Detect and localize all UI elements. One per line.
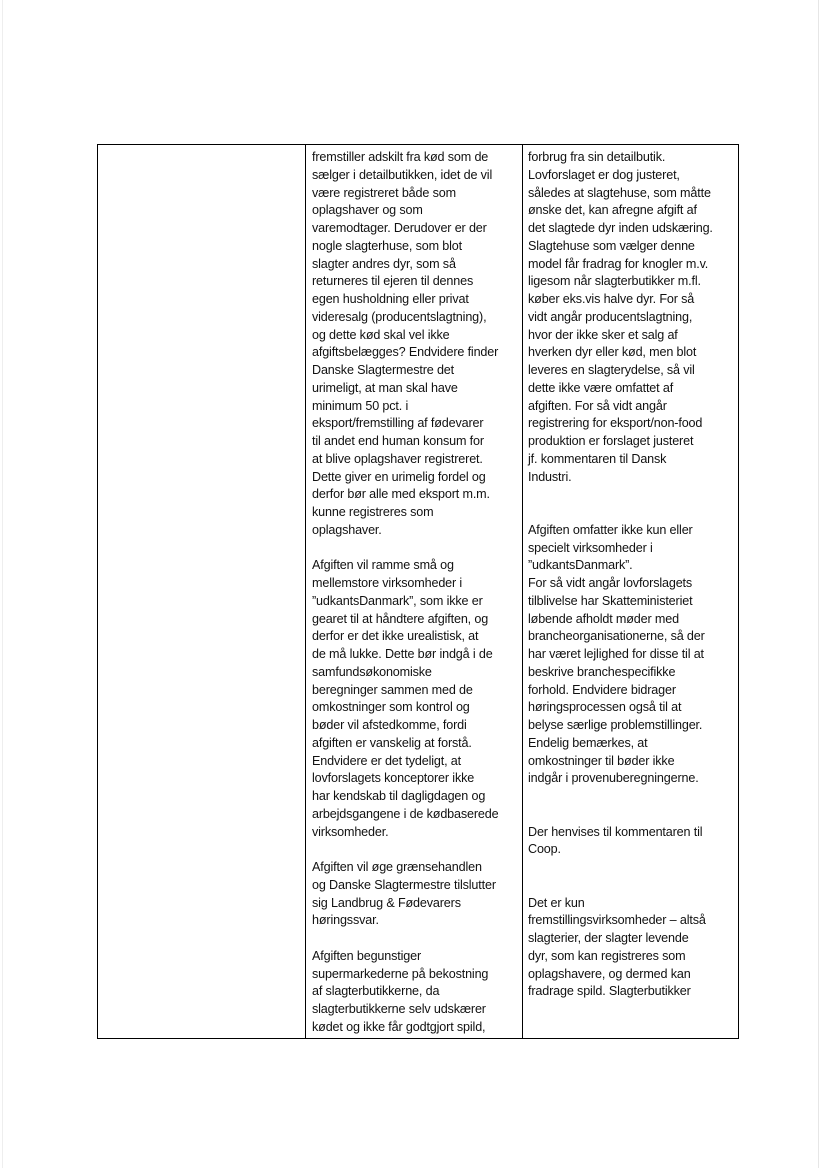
text-line: nogle slagterhuse, som blot	[312, 238, 462, 253]
text-line: afgiftsbelægges? Endvidere finder	[312, 345, 499, 360]
text-line: samfundsøkonomiske	[312, 664, 432, 679]
text-line: Afgiften vil ramme små og	[312, 558, 454, 573]
text-line: kødet og ikke får godtgjort spild,	[312, 1019, 486, 1034]
text-line: Afgiften begunstiger	[312, 948, 422, 963]
text-line: fremstillingsvirksomheder – altså	[528, 913, 706, 928]
text-line: har været lejlighed for disse til at	[528, 647, 704, 661]
text-line: ”udkantsDanmark”.	[528, 558, 633, 573]
text-line: beskrive branchespecifikke	[528, 664, 676, 679]
comment-table	[97, 144, 739, 1039]
text-line: Danske Slagtermestre det	[312, 363, 454, 377]
text-line: oplagshaver.	[312, 522, 382, 537]
paragraph	[312, 557, 518, 841]
text-line: beregninger sammen med de	[312, 682, 473, 697]
text-line: fremstiller adskilt fra kød som de	[312, 150, 489, 164]
text-line: returneres til ejeren til dennes	[312, 274, 474, 289]
text-line: tilblivelse har Skatteministeriet	[528, 593, 693, 608]
text-line: For så vidt angår lovforslagets	[528, 576, 693, 590]
text-line: slagterier, der slagter levende	[528, 931, 689, 945]
text-line: Slagtehuse som vælger denne	[528, 238, 695, 253]
text-line: derfor bør alle med eksport m.m.	[312, 487, 490, 502]
text-line: virksomheder.	[312, 824, 389, 839]
paragraph-gap	[312, 930, 518, 948]
text-line: videresalg (producentslagtning),	[312, 309, 487, 324]
text-line: varemodtager. Derudover er der	[312, 221, 487, 235]
paragraph	[528, 895, 736, 1002]
text-line: Endvidere er det tydeligt, at	[312, 753, 461, 768]
text-line: høringssvar.	[312, 913, 379, 928]
text-line: slagter andres dyr, som så	[312, 256, 456, 271]
text-line: supermarkederne på bekostning	[312, 966, 489, 981]
text-line: jf. kommentaren til Dansk	[528, 451, 667, 466]
text-line: høringsprocessen også til at	[528, 700, 682, 715]
text-line: Afgiften vil øge grænsehandlen	[312, 860, 482, 874]
text-line: minimum 50 pct. i	[312, 398, 409, 413]
text-line: Lovforslaget er dog justeret,	[528, 167, 680, 182]
ministry-response-column	[528, 149, 736, 1001]
scan-edge	[2, 0, 3, 1168]
text-line: og dette kød skal vel ikke	[312, 327, 450, 342]
text-line: forbrug fra sin detailbutik.	[528, 150, 666, 164]
text-line: oplagshavere, og dermed kan	[528, 966, 691, 981]
text-line: derfor er det ikke urealistisk, at	[312, 629, 479, 644]
scan-edge	[818, 0, 819, 1168]
text-line: specielt virksomheder i	[528, 540, 653, 555]
text-line: omkostninger som kontrol og	[312, 700, 470, 715]
text-line: sig Landbrug & Fødevarers	[312, 895, 461, 910]
text-line: hvor der ikke sker et salg af	[528, 327, 678, 342]
text-line: mellemstore virksomheder i	[312, 576, 463, 590]
paragraph-gap	[528, 859, 736, 877]
text-line: egen husholdning eller privat	[312, 292, 469, 306]
text-line: det slagtede dyr inden udskæring.	[528, 221, 713, 235]
paragraph-gap	[528, 788, 736, 806]
paragraph-gap	[312, 841, 518, 859]
text-line: være registreret både som	[312, 185, 456, 200]
text-line: slagterbutikkerne selv udskærer	[312, 1002, 486, 1016]
text-line: således at slagtehuse, som måtte	[528, 185, 711, 200]
text-line: dyr, som kan registreres som	[528, 948, 686, 963]
text-line: de må lukke. Dette bør indgå i de	[312, 647, 493, 661]
text-line: urimeligt, at man skal have	[312, 380, 458, 395]
text-line: ønske det, kan afregne afgift af	[528, 203, 697, 218]
text-line: fradrage spild. Slagterbutikker	[528, 984, 691, 999]
text-line: arbejdsgangene i de kødbaserede	[312, 806, 499, 821]
text-line: lovforslagets konceptorer ikke	[312, 771, 475, 786]
text-line: har kendskab til dagligdagen og	[312, 789, 486, 803]
paragraph	[312, 948, 518, 1037]
text-line: registrering for eksport/non-food	[528, 416, 703, 431]
text-line: afgiften. For så vidt angår	[528, 398, 667, 413]
text-line: dette ikke være omfattet af	[528, 380, 674, 395]
text-line: til andet end human konsum for	[312, 434, 484, 448]
text-line: løbende afholdt møder med	[528, 611, 679, 626]
paragraph	[528, 522, 736, 788]
text-line: Dette giver en urimelig fordel og	[312, 469, 486, 484]
text-line: brancheorganisationerne, så der	[528, 629, 705, 644]
text-line: gearet til at håndtere afgiften, og	[312, 611, 489, 626]
text-line: omkostninger til bøder ikke	[528, 753, 675, 768]
text-line: oplagshaver og som	[312, 203, 423, 218]
column-divider	[522, 145, 523, 1038]
text-line: model får fradrag for knogler m.v.	[528, 256, 709, 271]
column-divider	[305, 145, 306, 1038]
text-line: bøder vil afstedkomme, fordi	[312, 718, 467, 732]
text-line: kunne registreres som	[312, 505, 434, 519]
paragraph-gap	[528, 806, 736, 824]
text-line: Coop.	[528, 842, 561, 857]
text-line: indgår i provenuberegningerne.	[528, 771, 699, 786]
text-line: produktion er forslaget justeret	[528, 434, 694, 448]
text-line: Det er kun	[528, 895, 585, 910]
paragraph-gap	[312, 540, 518, 558]
text-line: at blive oplagshaver registreret.	[312, 451, 483, 466]
text-line: og Danske Slagtermestre tilslutter	[312, 877, 496, 892]
paragraph-gap	[528, 504, 736, 522]
text-line: ligesom når slagterbutikker m.fl.	[528, 274, 701, 289]
text-line: Endelig bemærkes, at	[528, 735, 648, 750]
paragraph	[312, 149, 518, 540]
paragraph-gap	[528, 486, 736, 504]
text-line: Industri.	[528, 469, 572, 484]
text-line: Afgiften omfatter ikke kun eller	[528, 522, 693, 537]
text-line: hverken dyr eller kød, men blot	[528, 345, 697, 360]
text-line: køber eks.vis halve dyr. For så	[528, 292, 695, 306]
text-line: af slagterbutikkerne, da	[312, 984, 440, 999]
text-line: belyse særlige problemstillinger.	[528, 718, 703, 732]
paragraph	[312, 859, 518, 930]
text-line: Der henvises til kommentaren til	[528, 824, 703, 839]
text-line: vidt angår producentslagtning,	[528, 309, 693, 324]
paragraph-gap	[528, 877, 736, 895]
text-line: ”udkantsDanmark”, som ikke er	[312, 593, 483, 608]
text-line: afgiften er vanskelig at forstå.	[312, 735, 472, 750]
text-line: forhold. Endvidere bidrager	[528, 682, 676, 697]
text-line: leveres en slagterydelse, så vil	[528, 363, 695, 377]
paragraph	[528, 149, 736, 486]
text-line: sælger i detailbutikken, idet de vil	[312, 167, 493, 182]
paragraph	[528, 824, 736, 860]
text-line: eksport/fremstilling af fødevarer	[312, 416, 484, 431]
stakeholder-comment-column	[312, 149, 518, 1037]
